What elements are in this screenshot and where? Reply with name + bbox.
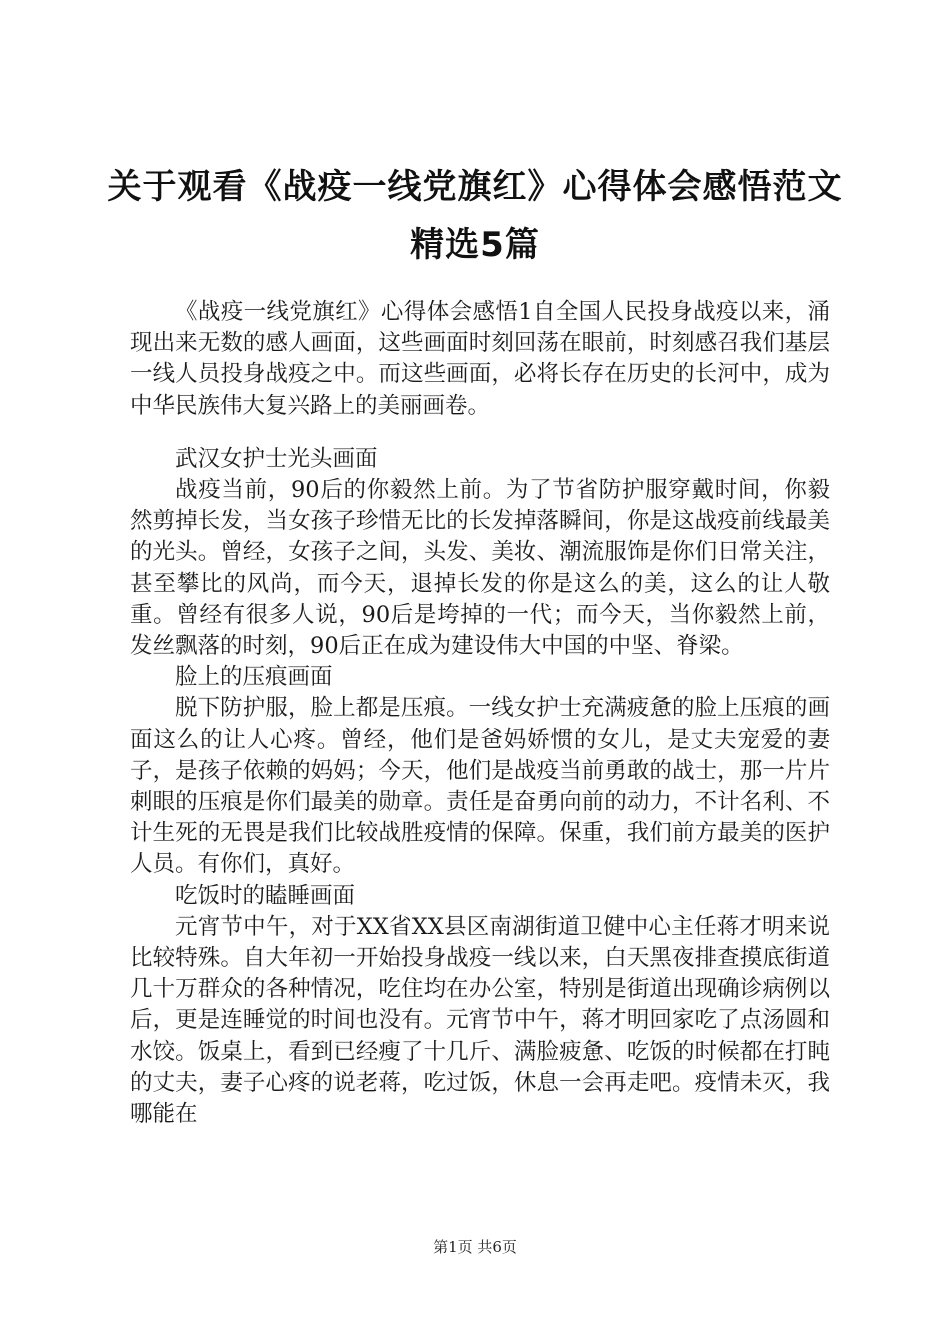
page-number-footer: 第1页 共6页 xyxy=(433,1238,517,1256)
paragraph-dozing: 元宵节中午，对于XX省XX县区南湖街道卫健中心主任蒋才明来说比较特殊。自大年初一开始投身战疫一线以来，白天黑夜排查摸底街道几十万群众的各种情况，吃住均在办公室，特别是街道出现确诊病例以后，更是连睡觉的时间也没有。元宵节中午，蒋才明回家吃了点汤圆和水饺。饭桌上，看到已经瘦了十几斤、满脸疲惫、吃饭的时候都在打盹的丈夫，妻子心疼的说老蒋，吃过饭，休息一会再走吧。疫情未灭，我哪能在 xyxy=(130,913,830,1128)
section-heading-dozing: 吃饭时的瞌睡画面 xyxy=(175,882,356,909)
intro-paragraph: 《战疫一线党旗红》心得体会感悟1自全国人民投身战疫以来，涌现出来无数的感人画面，这些画面时刻回荡在眼前，时刻感召我们基层一线人员投身战疫之中。而这些画面，必将长存在历史的长河中，成为中华民族伟大复兴路上的美丽画卷。 xyxy=(130,299,830,419)
document-body xyxy=(130,297,830,1130)
paragraph-gap xyxy=(130,422,830,444)
paragraph-nurse-bald: 战疫当前，90后的你毅然上前。为了节省防护服穿戴时间，你毅然剪掉长发，当女孩子珍惜无比的长发掉落瞬间，你是这战疫前线最美的光头。曾经，女孩子之间，头发、美妆、潮流服饰是你们日常关注，甚至攀比的风尚，而今天，退掉长发的你是这么的美，这么的让人敬重。曾经有很多人说，90后是垮掉的一代；而今天，当你毅然上前，发丝飘落的时刻，90后正在成为建设伟大中国的中坚、脊梁。 xyxy=(130,477,830,660)
document-title: 关于观看《战疫一线党旗红》心得体会感悟范文精选5篇 xyxy=(107,167,843,265)
paragraph-face-marks: 脱下防护服，脸上都是压痕。一线女护士充满疲惫的脸上压痕的画面这么的让人心疼。曾经，他们是爸妈娇惯的女儿，是丈夫宠爱的妻子，是孩子依赖的妈妈；今天，他们是战疫当前勇敢的战士，那一片片刺眼的压痕是你们最美的勋章。责任是奋勇向前的动力，不计名利、不计生死的无畏是我们比较战胜疫情的保障。保重，我们前方最美的医护人员。有你们，真好。 xyxy=(130,695,830,878)
section-heading-face-marks: 脸上的压痕画面 xyxy=(175,664,333,691)
section-heading-nurse-bald: 武汉女护士光头画面 xyxy=(175,445,378,472)
